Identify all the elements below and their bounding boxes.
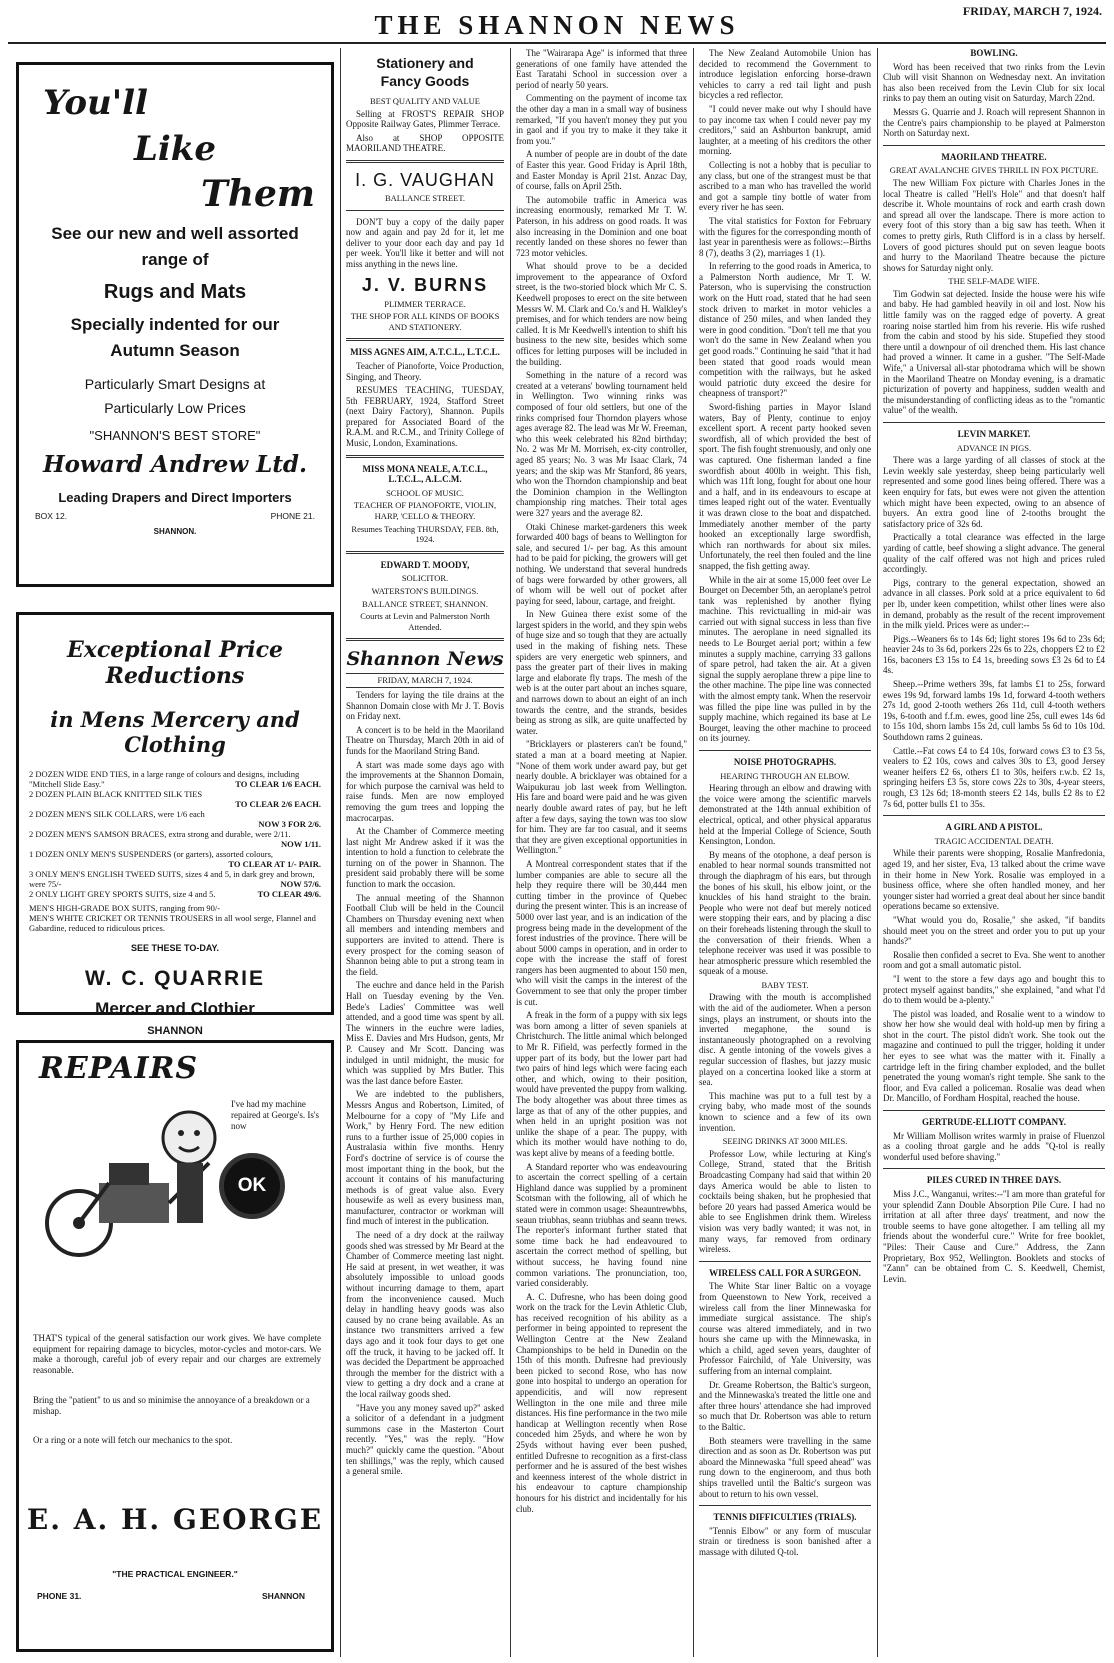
- ad-line: Particularly Smart Designs at Particularly Low Prices: [84, 376, 266, 416]
- ad-merchant-name: W. C. QUARRIE: [84, 967, 265, 990]
- george-repairs-ad: [16, 1040, 334, 1652]
- news-item: Otaki Chinese market-gardeners this week forwarded 400 bags of beans to Wellington for sale, and secured 1/- per bag. As this amount had to be paid for picking, the growers will get nothing. We understand that several hundreds of bags were forwarded by other growers, all of whom will be well out of pocket after paying for seed, labour, cartage, and freight.: [516, 521, 687, 606]
- ad-town: SHANNON.: [153, 527, 197, 536]
- news-item: The need of a dry dock at the railway goods shed was stressed by Mr Beard at the Chamber of Commerce meeting last night. He said at present, in wet weather, it was absolutely impossible to unload goods without incurring damage to them, apart from the inconvenience caused. Much delay in handling heavy goods was also caused by no crane being available. As an instance two transmitters arrived a few days ago and it took four days to get one off the truck, it having to be jacked off. It was decided the Department be approached through the member for the district with a view to getting a dry dock and a crane at the local railway goods shed.: [346, 1230, 504, 1399]
- news-item: The New Zealand Automobile Union has decided to recommend the Government to introduce legislation enforcing horse-drawn vehicles to carry a red tail light and push bicycles a red reflector.: [699, 48, 871, 101]
- news-item: Professor Low, while lecturing at King's College, Strand, stated that the British Broadcasting Company had said that within 20 days America would be able to listen to cocktails being shaken, but he prophesied that before 20 years had passed America would be able to see Englishmen drink them. Wireless vision was very badly wanted; it was not, in many ways, far removed from ordinary wireless.: [699, 1148, 871, 1255]
- repairs-town: SHANNON: [262, 1591, 305, 1601]
- ad-headline: in Mens Mercery and Clothing: [50, 707, 300, 757]
- news-item: A start was made some days ago with the improvements at the Shannon Domain, for which purpose the carnival was held to raise funds. Men are now employed removing the gum trees and lopping the macrocarpas.: [346, 759, 504, 823]
- moody-street: BALLANCE STREET, SHANNON.: [362, 598, 488, 609]
- article-subheading: SEEING DRINKS AT 3000 MILES.: [722, 1136, 848, 1147]
- ok-badge-label: OK: [237, 1175, 267, 1196]
- repairs-name: E. A. H. GEORGE: [26, 1503, 324, 1536]
- paper-date: FRIDAY, MARCH 7, 1924.: [346, 673, 504, 688]
- news-item: The annual meeting of the Shannon Football Club will be held in the Council Chambers on Thursday evening next when all members and intending members and supporters are invited to attend. There is every prospect for the coming season of Shannon being able to put a strong team in the field.: [346, 892, 504, 977]
- repairs-bring: Bring the "patient" to us and so minimise the annoyance of a breakdown or a mishap.: [33, 1395, 310, 1416]
- news-item: Pigs, contrary to the general expectation, showed an advance in all classes. Pork sold at a price equivalent to 6d per lb, under keen competition, whilst other lines were also in demand, probably as the result of the recent improvement in the milk yield. Prices were as under:--: [883, 577, 1105, 631]
- news-item: Cattle.--Fat cows £4 to £4 10s, forward cows £3 to £3 5s, vealers to £2 10s, cows and calves 30s to £3, good Jersey weaner heifers £2 6s, others £1 to 30s, heifers r.w.b. £2 1s, springing heifers £3 5s, store cows 22s to 30s, 4-year steers, rough, £3 12s 6d; 18-month steers £2 14s, bulls £2 8s to £2 7s 6d, potter bulls £1 to 35s.: [883, 745, 1105, 809]
- news-item: Drawing with the mouth is accomplished with the aid of the audiometer. When a person sings, plays an instrument, or shouts into the inverted megaphone, the sound is instantaneously photographed on a revolving disc. A gentle intoning of the vowels gives a regular succession of flashes, but jazzy music played on a concertina looked like a storm at sea.: [699, 992, 871, 1088]
- price-item: 1 DOZEN ONLY MEN'S SUSPENDERS (or garters), assorted colours, TO CLEAR AT 1/- PAIR.: [29, 849, 321, 869]
- news-item: "I could never make out why I should have to pay income tax when I could never pay my creditors," said an Ashburton bankrupt, amid laughter, at a meeting of his creditors the other morning.: [699, 103, 871, 157]
- repairs-title: REPAIRS: [39, 1051, 199, 1086]
- news-item: While their parents were shopping, Rosalie Manfredonia, aged 19, and her sister, Eva, 13 talked about the crime wave in their home in New York. Rosalie was employed in a business office, where she often handled money, and her younger sister had worried a great deal about her since bandit operations became so extensive.: [883, 848, 1105, 912]
- news-item: Collecting is not a hobby that is peculiar to any class, but one of the strangest must be that ascribed to a man who has travelled the world and got a sample tiny bottle of water from every river he has seen.: [699, 159, 871, 213]
- article-subheading: TRAGIC ACCIDENTAL DEATH.: [934, 835, 1054, 846]
- burns-name: J. V. BURNS: [361, 274, 489, 295]
- repairs-phone: PHONE 31.: [37, 1591, 82, 1601]
- aim-body: RESUMES TEACHING, TUESDAY, 5th FEBRUARY, 1924, Stafford Street (next Dairy Factory), Shannon. Pupils prepared for Associated Board of the R.A.M. and R.C.M., and Trinity College of Music, London, Examinations.: [346, 385, 504, 449]
- article-subheading: BABY TEST.: [761, 979, 809, 990]
- ad-box: BOX 12.: [35, 511, 68, 521]
- masthead: [0, 0, 1114, 44]
- column-rule: [510, 48, 511, 1657]
- ad-headline-them: Them: [201, 173, 315, 215]
- neale-heading: MISS MONA NEALE, A.T.C.L., L.T.C.L., A.L.C.M.: [362, 463, 488, 485]
- news-item: We are indebted to the publishers, Messrs Angus and Robertson, Limited, of Melbourne for a copy of "My Life and Work," by Henry Ford. The new edition runs to a further issue of 25,000 copies in Australasia within five months. Henry Ford's doctrine of service is of course the most important thing in the book, but the account it contains of his manufacturing methods is of great value also. Every housewife as well as every business man, manufacturer, contractor or workman will find much of interest in the publication.: [346, 1089, 504, 1227]
- news-item: Practically a total clearance was effected in the large yarding of cattle, beef showing a slight advance. The general quality of the calf offered was not high and prices ruled accordingly.: [883, 532, 1105, 575]
- news-item: A. C. Dufresne, who has been doing good work on the track for the Levin Athletic Club, has received recognition of his ability as a performer in being appointed to represent the Wellington Centre at the New Zealand Championships to be held in Dunedin on the 15th of this month. Dufresne had previously been picked to second Rose, who has now gone into hospital to undergo an operation for appendicitis, and will now represent Wellington in the one mile and three mile distances. His fine performance in the two mile handicap at Wellington recently when Rose conceded him 25yds, and where he won by 25yds without having ever been pushed, entitled Dufresne to recognition as a first-class performer and he is assured of the best wishes and keenness interest of the whole district in his endeavour to capture championship honours for his district and incidentally for his club.: [516, 1291, 687, 1514]
- moody-courts: Courts at Levin and Palmerston North Attended.: [360, 611, 490, 632]
- news-item: A number of people are in doubt of the date of Easter this year. Good Friday is April 18th, and Easter Monday is April 21st. Anzac Day, of course, falls on April 25th.: [516, 149, 687, 192]
- ad-line: BEST QUALITY AND VALUE: [370, 96, 480, 106]
- news-item: The euchre and dance held in the Parish Hall on Tuesday evening by the Ven. Bede's Ladies' Committee was well attended, and a good time was spent by all. The winners in the euchre were ladies, Miss E. Davies and Mrs Hudson, gents, Mr P. Causey and Mr Scott. Dancing was indulged in until midnight, the music for which was supplied by Mrs Butler. This was the last dance before Easter.: [346, 980, 504, 1086]
- news-item: "I went to the store a few days ago and bought this to protect myself against bandits," she explained, "and what I'd do to them would be a-plenty.": [883, 973, 1105, 1006]
- vaughan-body: DON'T buy a copy of the daily paper now and again and pay 2d for it, let me deliver to your door each day and pay 1d per week. You'll like it better and will not miss anything in the news line.: [346, 216, 504, 269]
- price-item: MEN'S WHITE CRICKET OR TENNIS TROUSERS in all wool serge, Flannel and Gabardine, reduced to ridiculous prices.: [29, 913, 316, 933]
- neale-teacher: TEACHER OF PIANOFORTE, VIOLIN, HARP, 'CELLO & THEORY.: [353, 500, 497, 522]
- issue-date: FRIDAY, MARCH 7, 1924.: [962, 4, 1102, 18]
- article-heading: WIRELESS CALL FOR A SURGEON.: [709, 1267, 861, 1278]
- news-item: The automobile traffic in America was increasing enormously, remarked Mr T. W. Paterson, in his address on good roads. It was also increasing in the Dominion and one boat recently landed on these shores no fewer than 723 motor vehicles.: [516, 194, 687, 258]
- news-item: Both steamers were travelling in the same direction and as soon as Dr. Robertson was put aboard the Minnewaska "full speed ahead" was rung down to the engineroom, and thus both ships travelled until the Baltic's surgeon was about to return to his own vessel.: [699, 1435, 871, 1499]
- news-item: At the Chamber of Commerce meeting last night Mr Andrew asked if it was the intention to hold a function to celebrate the turning on of the power in Shannon. The president said probably there will be some function to mark the occasion.: [346, 826, 504, 890]
- price-item: 2 DOZEN WIDE END TIES, in a large range of colours and designs, including "Mitchell Slide Easy." TO CLEAR 1/6 EACH.: [29, 769, 321, 789]
- news-item: By means of the otophone, a deaf person is enabled to hear normal sounds transmitted not through the diaphragm of his ears, but through the bones of his skull, his elbow joint, or the knuckles of his hand straight to the brain. People who were not deaf but merely noticed were stopping their ears, and by placing a disc on their foreheads listening through the skull to the conversation of their friends. When a telephone receiver was used it was possible to hear atmospheric pressure which resembled the squeak of a mouse.: [699, 849, 871, 977]
- ad-line: Specially indented for our Autumn Season: [70, 315, 280, 360]
- neale-resumes: Resumes Teaching THURSDAY, FEB. 8th, 1924.: [351, 523, 499, 545]
- newspaper-title: THE SHANNON NEWS: [374, 10, 740, 40]
- article-subheading: THE SELF-MADE WIFE.: [948, 276, 1040, 287]
- news-item: Messrs G. Quarrie and J. Roach will represent Shannon in the Centre's pairs championship to be played at Palmerston North on Saturday next.: [883, 106, 1105, 139]
- news-item: "Have you any money saved up?" asked a solicitor of a defendant in a judgment summons case in the Masterton Court recently. "Yes," was the reply. "How much?" quickly came the question. "About ten shillings," was the reply, which caused a general smile.: [346, 1402, 504, 1477]
- news-item: Tim Godwin sat dejected. Inside the house were his wife and baby. He had gambled heavily in oil and lost. Now his little family was on the ragged edge of poverty. A great roaring noise startled him from his reverie. His wife rushed from the cabin and stood by his side. Stupefied they stood there until a downpour of oil drenched them. His last chance had proved a winner. It came in a gusher. "The Self-Made Wife," a Universal all-star photodrama which will be shown in the Maoriland Theatre on Monday evening, is a dramatic picturization of poverty and happiness, sudden wealth and the misunderstanding of conflicting ideas as to the "romantic value" of the wealth.: [883, 288, 1105, 416]
- ad-headline-youll: You'll: [43, 83, 148, 123]
- price-item: 2 DOZEN PLAIN BLACK KNITTED SILK TIES TO CLEAR 2/6 EACH.: [29, 789, 321, 809]
- column-3: [516, 48, 687, 1657]
- column-4: [699, 48, 871, 1657]
- news-item: A freak in the form of a puppy with six legs was born among a litter of seven spaniels at Christchurch. The little animal which belonged to Mr R. Fifield, was perfectly formed in the upper part of its body, but the lower part had two pairs of hind legs which were facing each other, and which, owing to their position, would have prevented the puppy from walking. The body altogether was about three times as large as that of any of the other puppies, and when held in an upright position was not unlike the shape of a pear. The puppy, with which its mother would have nothing to do, was kept alive by means of a feeding bottle.: [516, 1010, 687, 1158]
- news-item: A Standard reporter who was endeavouring to ascertain the correct spelling of a certain Highland dance was supplied by a prominent Scotsman with the following, all of which he stated were in common usage: Sheauntrewbhs, seaun triubhas, seann triubhas and seann trews. The reporter's informant further stated that some time back he had endeavoured to ascertain the correct method of spelling, but without success, he having found nine common variations. The pronunciation, too, varied considerably.: [516, 1161, 687, 1289]
- repairs-tagline: "THE PRACTICAL ENGINEER.": [112, 1569, 238, 1579]
- news-item: The new William Fox picture with Charles Jones in the local Theatre is called "Hell's Hole" and that doesn't half describe it. Whole mountains of rock and earth crash down and spread all over the landscape. There is more action to every foot of this story than a big saw has teeth. When it comes to pretty girls, Ruth Clifford is in a class by herself. Lovers of good pictures should put on seven league boots and hurry to the Maoriland Theatre because the picture shows for Saturday night only.: [883, 177, 1105, 273]
- burns-shop: THE SHOP FOR ALL KINDS OF BOOKS AND STATIONERY.: [350, 311, 500, 332]
- ad-rugs: Rugs and Mats: [103, 281, 247, 303]
- column-rule: [877, 48, 878, 1657]
- news-item: The pistol was loaded, and Rosalie went to a window to show her how she would deal with hold-up men by firing a shot in the court. The pistol didn't work. She took out the magazine and continued to pull the trigger, holding it under her eyes to see what was the matter with it. Finally a cartridge left in the firing chamber exploded, and the bullet penetrated the young woman's right temple. She sank to the floor, and Eva called a policeman. Rosalie was dead when Dr. Mancillo, of Fordham Hospital, reached the house.: [883, 1008, 1105, 1104]
- article-subheading: ADVANCE IN PIGS.: [956, 442, 1032, 453]
- ad-line: Leading Drapers and Direct Importers: [58, 490, 292, 505]
- ad-line: See our new and well assorted range of: [51, 224, 299, 269]
- news-item: "Bricklayers or plasterers can't be found," stated a man at a board meeting at Napier. "None of them work under award pay, but get nearly double. A bricklayer was obtained for a Waipukurau job last week from Wellington. His fare and board were paid and he was given nearly double award rates of pay, but he left after a few days, saying the town was too slow for him. They are far too casual, and it seems that they are given exceptional opportunities in Wellington.": [516, 739, 687, 856]
- article-subheading: GREAT AVALANCHE GIVES THRILL IN FOX PICTURE.: [889, 165, 1099, 176]
- news-item: Pigs.--Weaners 6s to 14s 6d; light stores 19s 6d to 23s 6d; heavier 24s to 3s 6d, porkers 22s 6s to 22s, choppers £2 to £2 16s, baconers £3 15s to £4 1s, breeding sows £3 2s 6d to £4 4s.: [883, 633, 1105, 676]
- moody-building: WATERSTON'S BUILDINGS.: [371, 586, 479, 596]
- news-item: Miss J.C., Wanganui, writes:--"I am more than grateful for your splendid Zann Double Absorption Pile Cure. I had no irritation at all after three days' treatment, and now the trouble seems to have gone altogether. I am telling all my friends about the wonderful cure." Write for free booklet, "Piles: Their Cause and Cure." Address, the Zann Proprietary, Box 952, Wellington. Booklets and stocks of "Zann" can be obtained from C. S. Keedwell, Chemist, Levin.: [883, 1189, 1105, 1284]
- article-heading: NOISE PHOTOGRAPHS.: [733, 757, 837, 767]
- news-item: This machine was put to a full test by a crying baby, who made most of the sounds known to science and a few of its own invention.: [699, 1090, 871, 1133]
- quarrie-ad: [16, 612, 334, 1037]
- column-2: [346, 48, 504, 1657]
- news-item: Hearing through an elbow and drawing with the voice were among the scientific marvels demonstrated at the 14th annual exhibition of electrical, optical, and other physical apparatus held at the Imperial College of Science, South Kensington, London.: [699, 783, 871, 847]
- column-rule: [340, 48, 341, 1657]
- news-item: The vital statistics for Foxton for February with the figures for the corresponding month of last year in parenthesis were as follows:--Births 8 (7), deaths 3 (2), marriages 1 (1).: [699, 215, 871, 258]
- ad-phone: PHONE 21.: [270, 511, 315, 521]
- news-item: "What would you do, Rosalie," she asked, "if bandits should meet you on the street and order you to put up your hands?": [883, 914, 1105, 947]
- news-item: Dr. Greame Robertson, the Baltic's surgeon, and the Minnewaska's treated the little one and after three hours' attendance she had improved so much that Dr. Robertson was able to return to the Baltic.: [699, 1379, 871, 1433]
- news-item: What should prove to be a decided improvement to the appearance of Oxford street, is the two-storied block which Mr C. S. Keedwell proposes to erect on the site between Messrs W. M. Clark and Co.'s and H. Walkley's premises, and for which tenders are now being called. It is Mr Keedwell's intention to shift his business to the new site, besides which some offices for letting purposes will be included in the building.: [516, 261, 687, 367]
- news-item: Word has been received that two rinks from the Levin Club will visit Shannon on Wednesday next. An invitation has also been received from the Levin Club for six local rinks to pay them an outing visit on Saturday, March 22nd.: [883, 61, 1105, 104]
- news-item: Sheep.--Prime wethers 39s, fat lambs £1 to 25s, forward ewes 19s 9d, forward lambs 19s 1d, forward 4-tooth wethers 27s 1d, good 2-tooth wethers 26s 11d, cull 4-tooth wethers 19s, 6-tooth and f.f.m. ewes, good line 25s, cull ewes 14s 6d to 15s 10d, shorn lambs 15s 2d, cull lambs 5s 6d to 10s 10d. Southdown rams 2 guineas.: [883, 679, 1105, 743]
- article-heading: LEVIN MARKET.: [957, 429, 1031, 439]
- column-rule: [693, 48, 694, 1657]
- repairs-ring: Or a ring or a note will fetch our mechanics to the spot.: [33, 1435, 233, 1445]
- news-item: In New Guinea there exist some of the largest spiders in the world, and they spin webs of huge size and so tough that they are actually used in the making of fishing nets. These spiders are very energetic web spinners, and pass the greater part of their lives in making large and elaborate fly traps. The mesh of the web is at the outer part about an inches square, and narrows down to about an eight of an inch towards the centre, and the strands, besides being as strong as silk, are quite unaffected by water.: [516, 609, 687, 736]
- aim-body: Teacher of Pianoforte, Voice Production, Singing, and Theory.: [346, 360, 504, 382]
- price-item: MEN'S HIGH-GRADE BOX SUITS, ranging from 90/-: [29, 903, 221, 913]
- price-item: 2 DOZEN MEN'S SAMSON BRACES, extra strong and durable, were 2/11. NOW 1/11.: [29, 829, 321, 849]
- article-heading: MAORILAND THEATRE.: [941, 151, 1047, 162]
- vaughan-street: BALLANCE STREET.: [384, 192, 466, 203]
- price-item: 2 ONLY LIGHT GREY SPORTS SUITS, size 4 and 5. TO CLEAR 49/6.: [29, 889, 321, 899]
- news-item: A concert is to be held in the Maoriland Theatre on Thursday, March 20th in aid of funds for the Maoriland String Band.: [346, 724, 504, 756]
- article-heading: A GIRL AND A PISTOL.: [945, 822, 1043, 833]
- ad-headline-like: Like: [133, 129, 216, 169]
- news-item: "Tennis Elbow" or any form of muscular strain or tiredness is soon banished after a massage with diluted Q-tol.: [699, 1525, 871, 1557]
- ad-headline: Exceptional Price Reductions: [66, 637, 283, 689]
- ok-badge: [219, 1153, 285, 1219]
- neale-school: SCHOOL OF MUSIC.: [386, 487, 464, 498]
- news-item: Something in the nature of a record was created at a veterans' bowling tournament held in Wellington. Two winning rinks was composed of four old settlers, but one of the rinks comprised four Thorndon players whose ages average 82. The lead was Mr W. Freeman, who this week celebrated his 82nd birthday; No. 2 was Mr M. Morriseh, ex-city controller, aged 85 years; No. 3 was Mr Isaac Clark, 74 years; and the skip was Mr Stanford, 86 years, who won the Thorndon championship and beat the Dominion champion in the Wellington championship ring matches. Their total ages were 327 years and the average 82.: [516, 370, 687, 518]
- stationery-heading: Stationery and: [376, 55, 474, 71]
- ad-merchant-role: Mercer and Clothier: [95, 999, 255, 1018]
- ad-company-name: Howard Andrew Ltd.: [42, 451, 308, 478]
- news-item: Rosalie then confided a secret to Eva. She went to another room and got a small automatic pistol.: [883, 949, 1105, 971]
- news-item: Mr William Mollison writes warmly in praise of Fluenzol as a cooling throat gargle and he adds "Q-tol is really wonderful used before shaving.": [883, 1130, 1105, 1162]
- paper-nameplate: Shannon News: [346, 648, 504, 671]
- burns-street: PLIMMER TERRACE.: [384, 298, 466, 309]
- howard-andrew-ad: [16, 62, 334, 587]
- ad-see: SEE THESE TO-DAY.: [130, 943, 220, 953]
- news-item: There was a large yarding of all classes of stock at the Levin weekly sale yesterday, sheep being particularly well represented and some good lines being offered. There was a keen enquiry for fats, but ewes were not given the attention which might have been expected, owing to an absence of buyers. An extra good line of 2-tooths brought the satisfactory price of 32s 6d.: [883, 455, 1105, 529]
- news-item: While in the air at some 15,000 feet over Le Bourget on December 5th, an aeroplane's petrol tank was replenished by another flying machine. This revictualling in mid-air was carried out with signal success in less than five minutes. The aeroplane in need signalled its needs to Le Bourget aerial port; within a few minutes a supply machine, carrying 33 gallons of spare petrol, had taken the air. At a given signal the supply aeroplane threw a pipe line to the other machine. The pipe line was connected with the almost empty tank. When the reservoir was filled the pipe line was pulled in by the supply machine, which regained its base at Le Bourget, leaving the other machine to proceed on its journey.: [699, 574, 871, 744]
- vaughan-name: I. G. VAUGHAN: [355, 169, 495, 190]
- ad-slogan: "SHANNON'S BEST STORE": [89, 428, 261, 443]
- motorcycle-illustration: [39, 1103, 229, 1273]
- news-item: A Montreal correspondent states that if the lumber companies are able to secure all the help they require there will be 30,444 men cutting timber in the province of Quebec during the present winter. This is an increase of 5000 over last year, and is an indication of the progress being made in the development of the forest industries of the province. There will be about 5000 camps in operation, and in order to cope with the increase the staff of forest rangers has been augmented to about 150 men, who will visit the camps in the interest of the Government to see that only the proper timber is cut.: [516, 858, 687, 1007]
- price-list: [29, 769, 321, 933]
- news-item: The White Star liner Baltic on a voyage from Queenstown to New York, received a wireless call from the liner Minnewaska for immediate surgical assistance. The ship's course was altered immediately, and in two hours she came up with the Minnewaska, in which a child, aged seven years, daughter of Professor Fairchild, of Yale University, was suffering from an internal complaint.: [699, 1281, 871, 1377]
- article-heading: BOWLING.: [970, 48, 1018, 58]
- column-5: [883, 48, 1105, 1657]
- article-heading: PILES CURED IN THREE DAYS.: [926, 1175, 1062, 1186]
- news-item: Tenders for laying the tile drains at the Shannon Domain close with Mr J. T. Bovis on Friday next.: [346, 689, 504, 722]
- news-item: Sword-fishing parties in Mayor Island waters, Bay of Plenty, continue to enjoy excellent sport. A recent party hooked seven swordfish, all of which provided the best of sport. The fish fought strenuously, and only one was captured. One fisherman landed a fine swordfish about 400lb in weight. This fish, which was 11ft long, fought for about one hour and a half, and in its endeavours to escape at times leaped right out of the water. Eventually it was drawn close to the boat and dispatched. Immediately another member of the party hooked an exceptionally large swordfish, which ran northwards for about six miles. Unfortunately, the reel then fouled and the line snapped, the fish getting away.: [699, 402, 871, 571]
- ad-line: Also at SHOP OPPOSITE MAORILAND THEATRE.: [346, 132, 504, 154]
- price-item: 3 ONLY MEN'S ENGLISH TWEED SUITS, sizes 4 and 5, in dark grey and brown, were 75/- NOW 57/6.: [29, 869, 321, 889]
- article-subheading: HEARING THROUGH AN ELBOW.: [720, 770, 850, 781]
- stationery-heading: Fancy Goods: [380, 73, 470, 89]
- repairs-body: THAT'S typical of the general satisfaction our work gives. We have complete equipment for repairing damage to bicycles, motor-cycles and motor-cars. We make a thorough, careful job of every repair and our charges are extremely reasonable.: [33, 1333, 321, 1375]
- price-item: 2 DOZEN MEN'S SILK COLLARS, were 1/6 each NOW 3 FOR 2/6.: [29, 809, 321, 829]
- news-item: In referring to the good roads in America, to a Palmerston North audience, Mr T. W. Paterson, who is supervising the construction work on the Hutt road, stated that he had seen stock driven to market in motor vehicles a distance of 250 miles, and when landed they were in good condition. "Don't tell me that you won't do the same in New Zealand when you get good roads." Continuing he said "that it had been stated that good roads would mean competition with the railways, but he asked would patriotic duty exceed the desire for cheapness of transport?": [699, 261, 871, 399]
- article-heading: TENNIS DIFFICULTIES (TRIALS).: [713, 1512, 857, 1523]
- news-item: The "Wairarapa Age" is informed that three generations of one family have attended the East Taratahi School in succession over a period of nearly 50 years.: [516, 48, 687, 90]
- moody-role: SOLICITOR.: [401, 573, 449, 584]
- ad-line: Selling at FROST'S REPAIR SHOP Opposite Railway Gates, Plimmer Terrace.: [346, 108, 504, 130]
- article-heading: GERTRUDE-ELLIOTT COMPANY.: [921, 1117, 1067, 1128]
- repairs-quote: I've had my machine repaired at George's. Is's now: [231, 1099, 320, 1131]
- moody-heading: EDWARD T. MOODY,: [380, 559, 470, 570]
- aim-heading: MISS AGNES AIM, A.T.C.L., L.T.C.L.: [350, 347, 500, 358]
- masthead-rule: [8, 42, 1106, 44]
- ad-town: SHANNON: [147, 1025, 203, 1037]
- news-item: Commenting on the payment of income tax the other day a man in a small way of business remarked, "If you haven't money they put you in gaol and if you try to make it they take it from you.": [516, 93, 687, 146]
